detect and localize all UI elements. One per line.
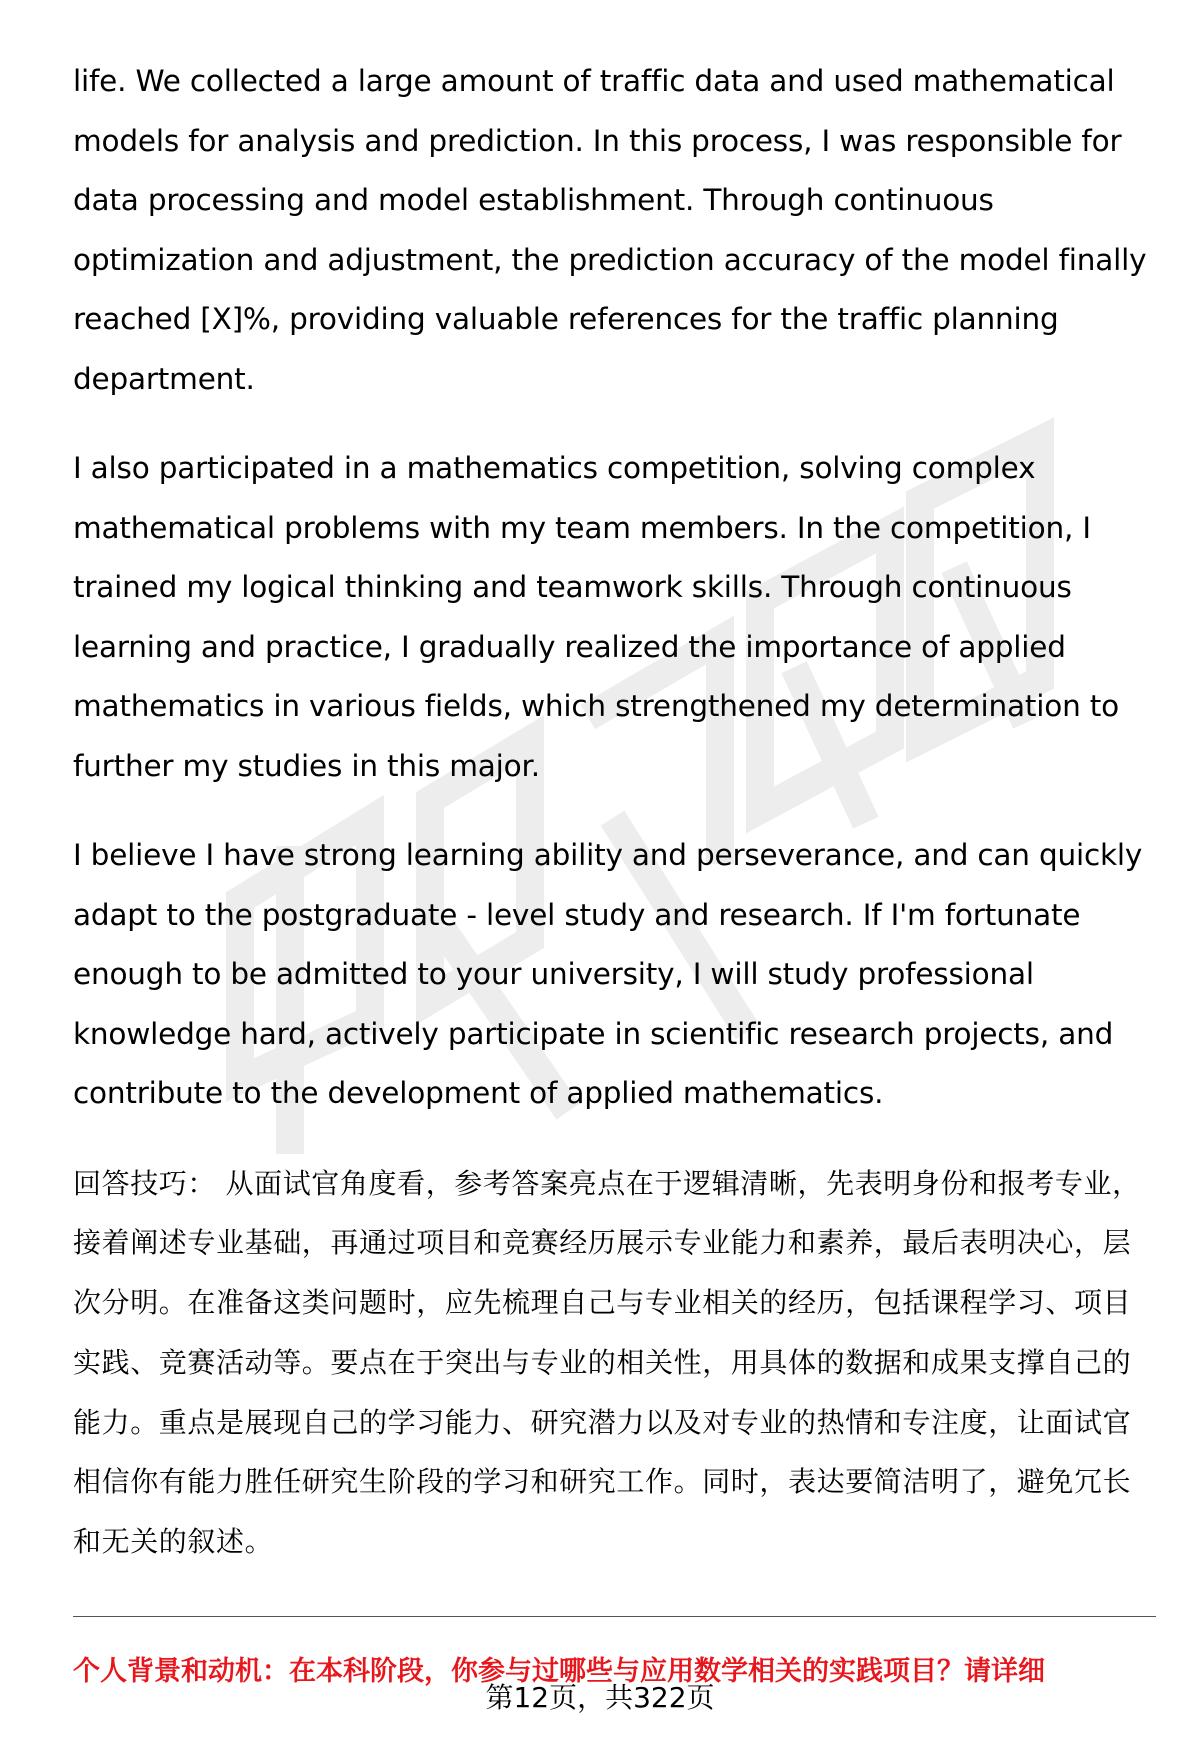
body-paragraph: life. We collected a large amount of traffic data and used mathematical models for analysis and prediction. In this process, I was responsible for data processing and model establishment. Through continuous optimization and adjustment, the prediction accuracy of the model finally reached [X]%, providing valuable references for the traffic planning department. <box>73 64 1147 396</box>
next-question-heading: 个人背景和动机：在本科阶段，你参与过哪些与应用数学相关的实践项目？请详细 <box>73 1656 1045 1687</box>
body-paragraph: I believe I have strong learning ability and perseverance, and can quickly adapt to the postgraduate - level study and research. If I'm fortunate enough to be admitted to your university, I will study professional knowledge hard, actively participate in scientific research projects, and contribute to the development of applied mathematics. <box>73 838 1143 1110</box>
divider <box>73 1616 1156 1617</box>
document-body <box>73 52 1148 1572</box>
answer-tip: 回答技巧： 从面试官角度看，参考答案亮点在于逻辑清晰，先表明身份和报考专业，接着阐述专业基础，再通过项目和竞赛经历展示专业能力和素养，最后表明决心，层次分明。在准备这类问题时，应先梳理自己与专业相关的经历，包括课程学习、项目实践、竞赛活动等。要点在于突出与专业的相关性，用具体的数据和成果支撑自己的能力。重点是展现自己的学习能力、研究潜力以及对专业的热情和专注度，让面试官相信你有能力胜任研究生阶段的学习和研究工作。同时，表达要简洁明了，避免冗长和无关的叙述。 <box>73 1166 1141 1559</box>
page-number: 第12页，共322页 <box>485 1681 715 1714</box>
body-paragraph: I also participated in a mathematics competition, solving complex mathematical problems with my team members. In the competition, I trained my logical thinking and teamwork skills. Through continuous learning and practice, I gradually realized the importance of applied mathematics in various fields, which strengthened my determination to further my studies in this major. <box>73 451 1120 783</box>
